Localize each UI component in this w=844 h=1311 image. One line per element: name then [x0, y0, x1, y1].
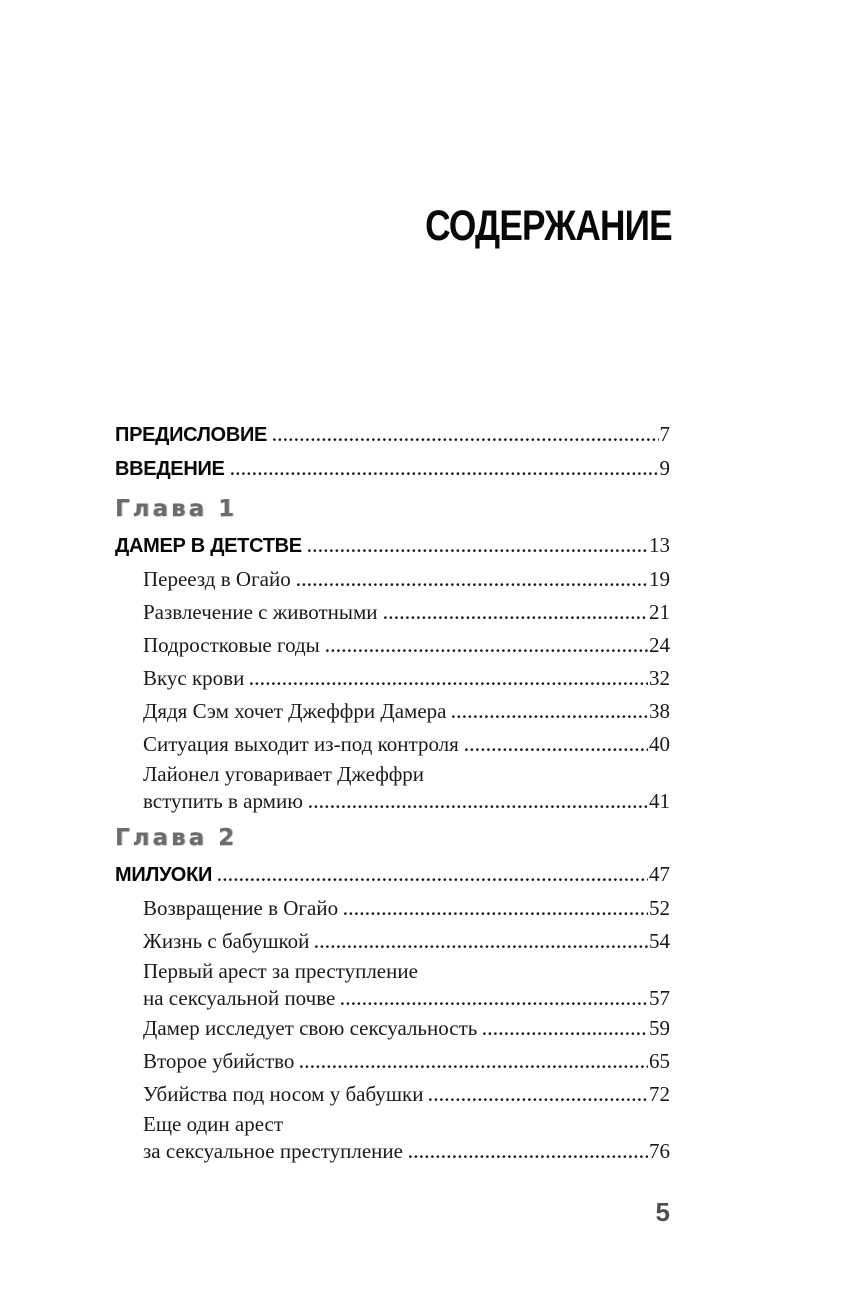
toc-entry-label: Жизнь с бабушкой — [143, 929, 310, 953]
toc-page-number: 54 — [649, 929, 670, 953]
toc-entry-label: Возвращение в Огайо — [143, 896, 339, 920]
toc-entry-line — [115, 1078, 670, 1111]
dot-leader — [218, 878, 648, 881]
toc-entry — [115, 1111, 670, 1165]
toc-entry-line — [115, 1012, 670, 1045]
toc-page-number: 7 — [659, 422, 670, 446]
toc-entry-line — [115, 596, 670, 629]
toc-entry — [115, 452, 670, 486]
toc-entry-label: Лайонел уговаривает Джеффри — [143, 762, 425, 786]
dot-leader — [384, 616, 648, 619]
toc-entry-line — [115, 629, 670, 662]
toc-entry-line — [115, 493, 670, 526]
toc-entry — [115, 563, 670, 596]
toc-entry — [115, 695, 670, 728]
chapter-heading — [115, 493, 670, 526]
toc-entry-label: Подростковые годы — [143, 633, 320, 657]
toc-entry-line — [115, 563, 670, 596]
toc-entry — [115, 1012, 670, 1045]
toc-entry — [115, 596, 670, 629]
toc-entry-line — [115, 728, 670, 761]
toc-page-number: 65 — [649, 1049, 670, 1073]
toc-page-number: 32 — [649, 666, 670, 690]
toc-entry-label: Дядя Сэм хочет Джеффри Дамера — [143, 699, 447, 723]
toc-entry — [115, 629, 670, 662]
toc-entry-label: Второе убийство — [143, 1049, 295, 1073]
toc-page-number: 52 — [649, 896, 670, 920]
toc-entry-label: вступить в армию — [143, 789, 303, 813]
toc-entry-line — [115, 925, 670, 958]
toc-page-number: 24 — [649, 633, 670, 657]
toc-entry-label: Вкус крови — [143, 666, 245, 690]
dot-leader — [231, 472, 659, 475]
toc-entry-line — [115, 1138, 670, 1165]
toc-page-number: 9 — [659, 456, 670, 480]
toc-page-number: 40 — [649, 732, 670, 756]
dot-leader — [273, 438, 658, 441]
dot-leader — [315, 945, 648, 948]
toc-entry-line — [115, 858, 670, 892]
dot-leader — [250, 682, 648, 685]
toc-entry-label: за сексуальное преступление — [143, 1139, 403, 1163]
page-number-folio: 5 — [655, 1197, 670, 1227]
toc-entry-line — [115, 788, 670, 815]
toc-entry-label: ПРЕДИСЛОВИЕ — [115, 424, 268, 446]
toc-entry — [115, 728, 670, 761]
toc-entry-line — [115, 1045, 670, 1078]
toc-entry-line — [115, 985, 670, 1012]
toc-page-number: 19 — [649, 567, 670, 591]
dot-leader — [452, 715, 648, 718]
toc-entry-line — [115, 695, 670, 728]
toc-page-number: 41 — [649, 789, 670, 813]
toc-entry — [115, 418, 670, 452]
toc-page-number: 38 — [649, 699, 670, 723]
toc-page-number: 59 — [649, 1016, 670, 1040]
toc-entry-label: Первый арест за преступление — [143, 959, 418, 983]
dot-leader — [483, 1032, 648, 1035]
toc-entry-label: Глава 1 — [115, 496, 238, 522]
toc-entry-line — [115, 452, 670, 486]
dot-leader — [409, 1155, 648, 1158]
toc-entry — [115, 958, 670, 1012]
dot-leader — [344, 912, 648, 915]
dot-leader — [429, 1098, 648, 1101]
toc-entry-line — [115, 529, 670, 563]
dot-leader — [300, 1065, 648, 1068]
toc-page-number: 57 — [649, 986, 670, 1010]
toc-entry — [115, 892, 670, 925]
toc-entry-label: Убийства под носом у бабушки — [143, 1082, 424, 1106]
toc-entry-label: Переезд в Огайо — [143, 567, 291, 591]
toc-entry-line — [115, 958, 670, 985]
toc-entry-line — [115, 892, 670, 925]
toc-entry — [115, 1078, 670, 1111]
chapter-heading — [115, 822, 670, 855]
toc-entry-label: Дамер исследует свою сексуальность — [143, 1016, 478, 1040]
toc-entry-line — [115, 761, 670, 788]
toc-entry-line — [115, 418, 670, 452]
dot-leader — [309, 805, 648, 808]
toc-entry-label: ВВЕДЕНИЕ — [115, 458, 225, 480]
toc-entry-line — [115, 822, 670, 855]
toc-page-number: 76 — [649, 1139, 670, 1163]
toc-entry-label: Развлечение с животными — [143, 600, 378, 624]
toc-list — [115, 418, 670, 1165]
toc-entry — [115, 858, 670, 892]
toc-entry — [115, 761, 670, 815]
toc-entry — [115, 1045, 670, 1078]
toc-entry-label: Ситуация выходит из-под контроля — [143, 732, 459, 756]
toc-entry-line — [115, 1111, 670, 1138]
toc-page-number: 47 — [649, 862, 670, 886]
toc-entry — [115, 529, 670, 563]
toc-entry — [115, 925, 670, 958]
dot-leader — [465, 748, 648, 751]
dot-leader — [326, 649, 648, 652]
toc-entry-label: МИЛУОКИ — [115, 864, 213, 886]
toc-page-number: 13 — [649, 533, 670, 557]
toc-entry-label: ДАМЕР В ДЕТСТВЕ — [115, 535, 302, 557]
toc-entry-label: Еще один арест — [143, 1112, 284, 1136]
toc-page-number: 21 — [649, 600, 670, 624]
toc-entry — [115, 662, 670, 695]
dot-leader — [341, 1002, 648, 1005]
dot-leader — [308, 549, 648, 552]
toc-entry-line — [115, 662, 670, 695]
toc-entry-label: Глава 2 — [115, 825, 238, 851]
toc-page-number: 72 — [649, 1082, 670, 1106]
toc-entry-label: на сексуальной почве — [143, 986, 336, 1010]
page-title: СОДЕРЖАНИЕ — [425, 201, 672, 250]
dot-leader — [297, 583, 648, 586]
